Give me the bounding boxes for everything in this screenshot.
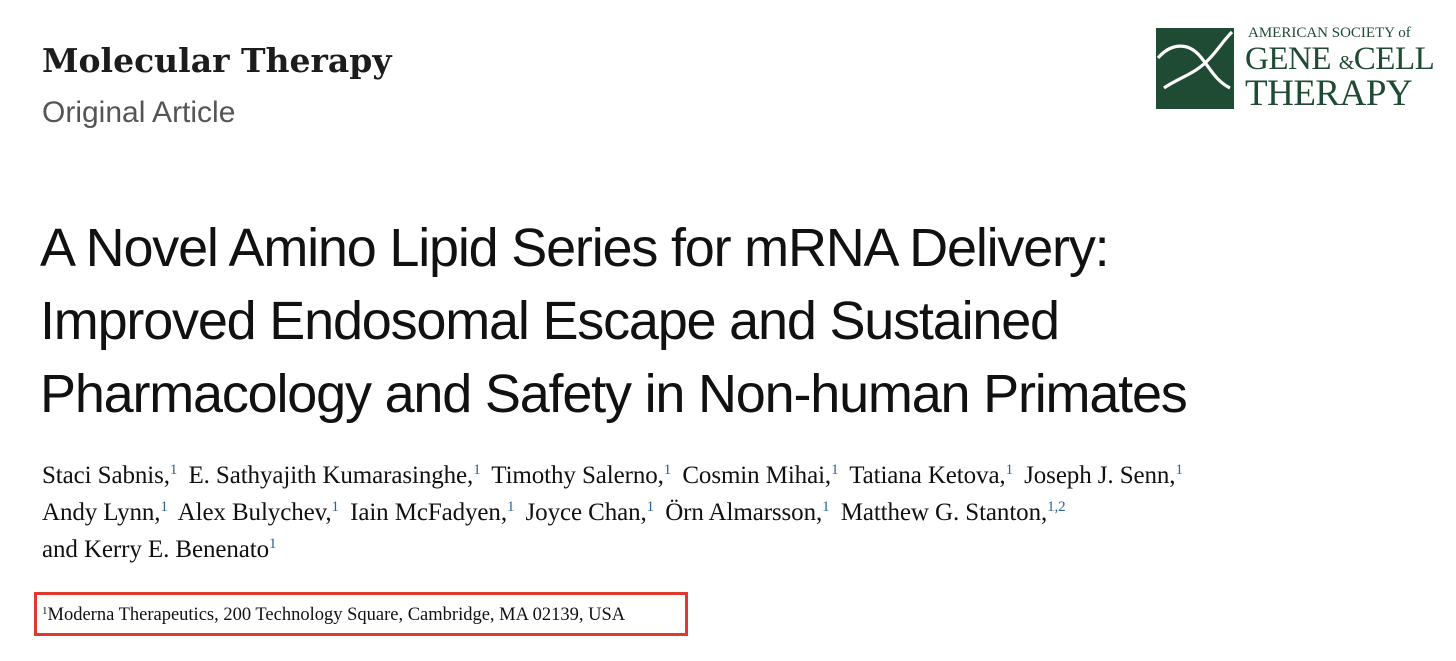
article-title-line: Improved Endosomal Escape and Sustained: [40, 291, 1059, 351]
affiliation-marker[interactable]: 1: [473, 462, 481, 478]
article-title-line: A Novel Amino Lipid Series for mRNA Delivery:: [40, 218, 1109, 278]
affiliation-marker[interactable]: 1: [331, 499, 339, 515]
author: [526, 499, 655, 526]
society-name-ampersand: &: [1338, 52, 1354, 74]
affiliation-marker[interactable]: 1: [506, 499, 515, 515]
author: [42, 462, 177, 489]
author: [42, 499, 168, 526]
author-name: Andy Lynn,: [42, 499, 161, 526]
author-name: Staci Sabnis,: [42, 462, 170, 489]
author: [682, 462, 838, 489]
affiliation-marker[interactable]: 1: [160, 499, 168, 515]
journal-title: Molecular Therapy: [42, 41, 392, 80]
author-line: [42, 494, 1452, 531]
author-name: Alex Bulychev,: [177, 499, 332, 526]
society-name-line1: AMERICAN SOCIETY of: [1248, 25, 1411, 41]
author: [42, 536, 276, 563]
author-name: Örn Almarsson,: [665, 499, 823, 526]
author: [178, 499, 339, 526]
author-list: [42, 457, 1452, 568]
author-name: Joyce Chan,: [525, 499, 647, 526]
author-name: E. Sathyajith Kumarasinghe,: [188, 462, 474, 489]
author: [188, 462, 480, 489]
society-name-line3: THERAPY: [1245, 73, 1413, 114]
author: [350, 499, 514, 526]
affiliation-marker[interactable]: 1: [646, 499, 655, 515]
author-line: [42, 457, 1452, 494]
author-name: Tatiana Ketova,: [849, 462, 1006, 489]
affiliation-marker[interactable]: 1: [1175, 462, 1183, 478]
author-name: Matthew G. Stanton,: [840, 499, 1048, 526]
author: [1024, 462, 1183, 489]
society-emblem-icon: [1156, 28, 1234, 109]
author-name: Cosmin Mihai,: [682, 462, 832, 489]
affiliation-marker[interactable]: 1: [831, 462, 839, 478]
article-title: [40, 212, 1440, 431]
society-name-cell: CELL: [1353, 41, 1435, 77]
article-title-line: Pharmacology and Safety in Non-human Primates: [40, 364, 1187, 424]
affiliation-marker[interactable]: 1: [822, 499, 830, 515]
article-type-label: Original Article: [42, 96, 236, 129]
affiliation-number: 1: [42, 605, 48, 617]
affiliation-marker[interactable]: 1: [169, 462, 178, 478]
society-logo: [1156, 26, 1436, 116]
author: [841, 499, 1066, 526]
author: [849, 462, 1013, 489]
affiliation-marker[interactable]: 1: [268, 536, 277, 552]
author-name: Timothy Salerno,: [491, 462, 664, 489]
society-name-gene: GENE: [1245, 41, 1331, 77]
society-name-line2: [1245, 43, 1434, 76]
author: [491, 462, 671, 489]
author-name: Iain McFadyen,: [350, 499, 507, 526]
affiliation-marker[interactable]: 1: [663, 462, 672, 478]
author-name: and Kerry E. Benenato: [42, 536, 269, 563]
author-name: Joseph J. Senn,: [1024, 462, 1176, 489]
affiliation-marker[interactable]: 1: [1005, 462, 1013, 478]
affiliation-marker[interactable]: 1,2: [1047, 499, 1066, 515]
affiliation-text: Moderna Therapeutics, 200 Technology Square, Cambridge, MA 02139, USA: [47, 605, 626, 625]
affiliation: [42, 606, 625, 625]
author: [665, 499, 829, 526]
author-line: [42, 531, 1452, 568]
